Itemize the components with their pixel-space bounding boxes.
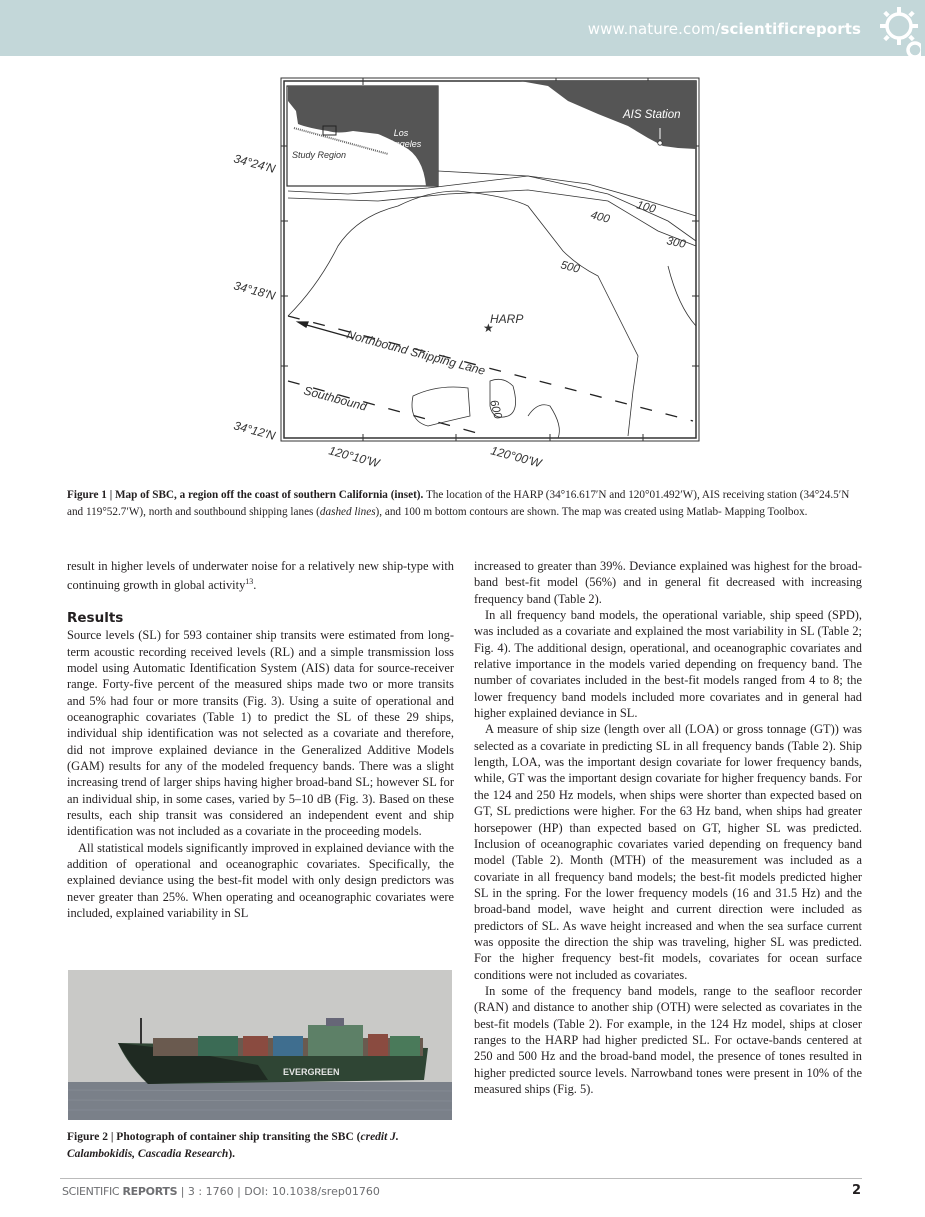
page-number: 2 — [851, 1183, 861, 1198]
svg-text:Angeles: Angeles — [388, 139, 422, 149]
right-paragraph-2: A measure of ship size (length over all (LOA) or gross tonnage (GT)) was selected as a covariate in predicting SL in all frequency bands (Table 2). Ship length, LOA, was the important design covariate for lower frequency bands, while, GT was the important design covariate for higher frequency bands. For the 124 and 250 Hz models, when ships were shorter than expected based on GT, SL predictions were higher. For the 63 Hz band, when ships had greater horsepower (HP) than expected based on GT, higher SL was predicted. Inclusion of oceanographic covariates varied depending on frequency band model (Table 2). Month (MTH) of the measurement was included as a covariate in all frequency band models; the best-fit models predicted higher SL in the spring. For the lower frequency models (16 and 31.5 Hz) and the broad-band model, wave height and current direction were included as predictors of SL. As wave height increased and when the sea surface current was opposite the direction the ship was traveling, higher SL was predicted. For the higher frequency best-fit models, covariates for ocean surface conditions were not included as covariates. — [474, 722, 862, 982]
ais-station-marker — [658, 141, 662, 145]
results-heading: Results — [67, 609, 124, 626]
figure2-photo — [68, 970, 452, 1120]
results-paragraph-2: All statistical models significantly improved in explained deviance with the addition of operational and oceanographic covariates. Specifically, the explained deviance using the best-fit model with only design predictors was never greater than 25%. When operating and oceanographic covariates were included, explained variability in SL — [67, 840, 454, 920]
svg-text:34°18'N: 34°18'N — [232, 278, 277, 303]
figure1-caption: Figure 1 | Map of SBC, a region off the coast of southern California (inset). The location of the HARP (34°16.617′N and 120°01.492′W), AIS receiving station (34°24.5′N and 119°52.7′W), north and southbound shipping lanes (dashed lines), and 100 m bottom contours are shown. The map was created using Matlab- Mapping Toolbox. — [67, 489, 850, 518]
journal-header — [0, 0, 925, 56]
gear-logo-icon — [873, 4, 921, 56]
right-paragraph-1: In all frequency band models, the operational variable, ship speed (SPD), was included as a covariate and explained the most variability in SL (Table 2; Fig. 4). The additional design, operational, and oceanographic covariates and relative importance in the models varied depending on frequency band. The number of covariates included in the best-fit models ranged from 4 to 8; the lower frequency band models included more covariates and in general had higher explained deviance in SL. — [474, 608, 862, 721]
harp-star-icon: ★ — [483, 321, 494, 335]
svg-text:600: 600 — [487, 398, 504, 421]
intro-paragraph: result in higher levels of underwater noise for a relatively new ship-type with continuing growth in global activity$^{13}$. — [67, 559, 454, 593]
right-paragraph-3: In some of the frequency band models, range to the seafloor recorder (RAN) and distance to another ship (OTH) were selected as covariates in the best-fit models (Table 2). For example, in the 124 Hz model, ships at closer ranges to the HARP had higher predicted SL. For octave-bands centered at 250 and 500 Hz and the broad-band model, the presence of tones resulted in higher predicted source levels. Narrowband tones were present in 10% of the measured ships (Fig. 5). — [474, 983, 862, 1096]
svg-text:100: 100 — [635, 199, 657, 216]
figure2-caption: Figure 2 | Photograph of container ship transiting the SBC (credit J. Calambokidis, Cascadia Research). — [67, 1131, 399, 1160]
svg-text:EVERGREEN: EVERGREEN — [283, 1067, 340, 1077]
svg-text:300: 300 — [665, 235, 687, 251]
svg-text:Los: Los — [393, 128, 409, 138]
svg-text:34°24'N: 34°24'N — [232, 151, 277, 176]
results-paragraph-1: Source levels (SL) for 593 container ship transits were estimated from long-term acoustic recording received levels (RL) and a simple transmission loss model using Automatic Identification System (AIS) data for source-receiver range. Forty-five percent of the measured ships made two or more transits and 5% had four or more transits (Fig. 3). Using a suite of operational and oceanographic covariates (Table 1) to predict the SL of these 29 ships, individual ship identification was not selected as a covariate and therefore, did not improve explained deviance in the Generalized Additive Models (GAM) results for any of the modeled frequency bands. There was a slight increasing trend of larger ships having higher broad-band SL; however SL for an individual ship, in some cases, varied by 5–10 dB (Fig. 3). Based on these results, each ship transit was considered an independent event and ship identification was not included as a covariate in the proceeding models. — [67, 628, 454, 839]
journal-url[interactable]: www.nature.com/scientificreports — [587, 20, 861, 38]
svg-text:HARP: HARP — [490, 312, 524, 326]
svg-text:34°12'N: 34°12'N — [232, 418, 277, 443]
inset-map — [287, 86, 438, 186]
svg-text:Study Region: Study Region — [292, 150, 347, 160]
svg-text:Northbound Shipping Lane: Northbound Shipping Lane — [345, 327, 487, 378]
footer-citation: SCIENTIFIC REPORTS | 3 : 1760 | DOI: 10.1038/srep01760 — [62, 1185, 380, 1198]
svg-text:400: 400 — [589, 209, 611, 226]
svg-text:500: 500 — [559, 259, 581, 276]
svg-text:120°10'W: 120°10'W — [327, 443, 381, 471]
svg-text:AIS Station: AIS Station — [623, 109, 681, 121]
right-paragraph-0: increased to greater than 39%. Deviance explained was highest for the broad-band best-fit model (56%) and in general fit decreased with increasing frequency band (Table 2). — [474, 559, 862, 606]
svg-text:Southbound: Southbound — [302, 383, 369, 414]
svg-text:120°00'W: 120°00'W — [489, 443, 543, 471]
footer-divider — [60, 1178, 862, 1179]
left-column — [67, 558, 454, 921]
right-column — [474, 558, 862, 1097]
figure1-map — [228, 76, 708, 476]
